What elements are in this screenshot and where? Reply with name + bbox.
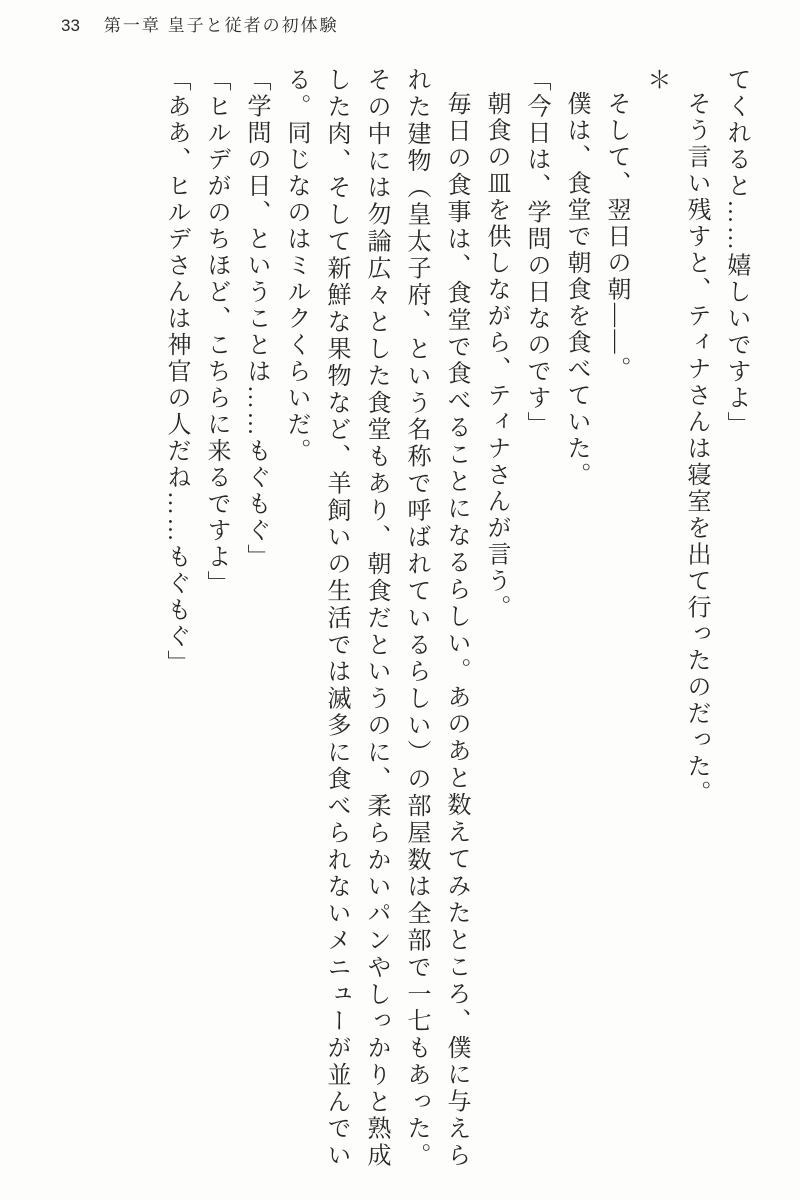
paragraph-narration: 朝食の皿を供しながら、ティナさんが言う。 xyxy=(483,91,509,621)
paragraph-narration: そして、翌日の朝――。 xyxy=(603,91,629,383)
scene-break-marker: ＊ xyxy=(643,67,669,94)
paragraph-dialogue: 「ああ、ヒルデさんは神官の人だね……もぐもぐ」 xyxy=(163,67,189,677)
paragraph-narration: 僕は、食堂で朝食を食べていた。 xyxy=(563,91,589,489)
paragraph-narration: そう言い残すと、ティナさんは寝室を出て行ったのだった。 xyxy=(683,91,709,807)
paragraph-dialogue: 「学問の日、ということは……もぐもぐ」 xyxy=(243,67,269,571)
paragraph-continuation: てくれると……嬉しいですよ」 xyxy=(723,67,749,438)
chapter-title: 第一章 皇子と従者の初体験 xyxy=(103,16,339,35)
paragraph-dialogue: 「今日は、学問の日なのです」 xyxy=(523,67,549,438)
page-header xyxy=(61,11,339,36)
page-number: 33 xyxy=(61,16,80,35)
paragraph-dialogue: 「ヒルデがのちほど、こちらに来るですよ」 xyxy=(203,67,229,597)
paragraph-narration: 毎日の食事は、食堂で食べることになるらしい。あのあと数えてみたところ、僕に与えられた建物（皇太子府、という名称で呼ばれているらしい）の部屋数は全部で一七もあった。その中には勿論広々とした食堂もあり、朝食だというのに、柔らかいパンやしっかりと熟成した肉、そして新鮮な果物など、羊飼いの生活では滅多に食べられないメニューが並んでいる。同じなのはミルクくらいだ。 xyxy=(283,67,469,1170)
vertical-text-block xyxy=(156,67,756,1169)
